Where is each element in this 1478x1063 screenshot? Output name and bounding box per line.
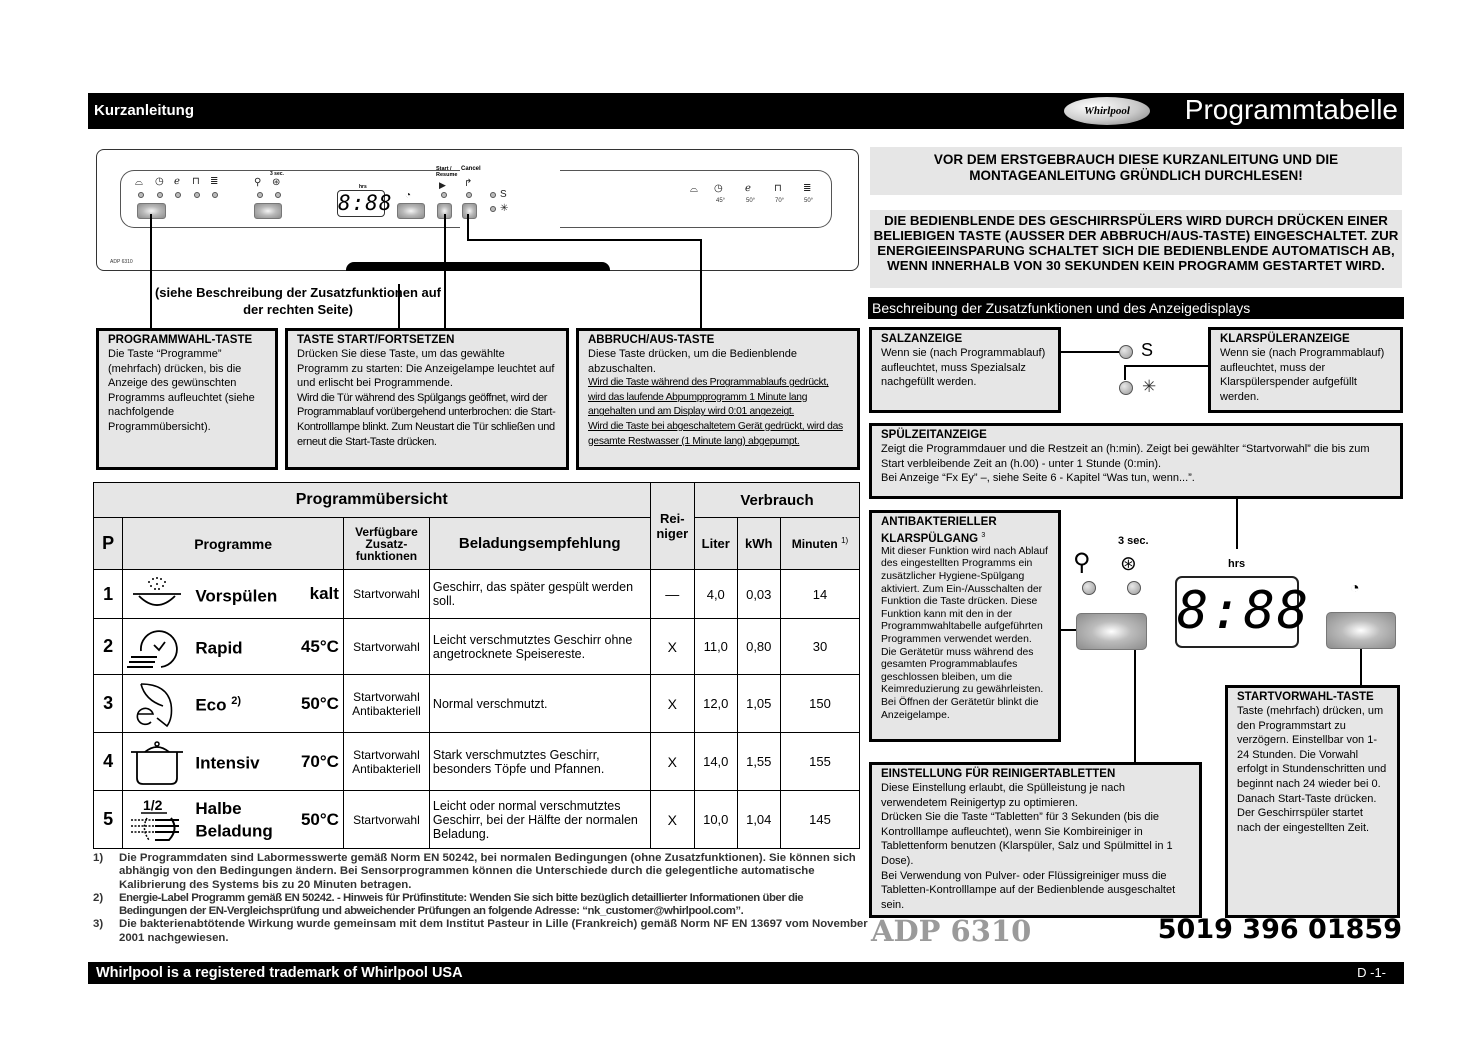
box-text: Diese Einstellung erlaubt, die Spülleistung je nach verwendetem Reinigertyp zu optimieren. bbox=[881, 782, 1125, 809]
box-underlined-2: Wird die Taste bei abgeschaltetem Gerät gedrückt, wird das gesamte Restwasser (1 Minute lang) abgepumpt. bbox=[588, 420, 843, 447]
footnote-text: Die bakterienabtötende Wirkung wurde gemeinsam mit dem Institut Pasteur in Lille (Frankreich) gemäß Norm NF EN 13697 vom November 2001 nachgewiesen. bbox=[119, 918, 868, 944]
header-liter: Liter bbox=[695, 518, 737, 570]
salt-indicator-box bbox=[869, 327, 1061, 413]
antibacterial-icon: ⚲ bbox=[1073, 549, 1091, 576]
prog-led-3 bbox=[175, 192, 181, 198]
panel-right-section bbox=[560, 170, 832, 228]
box-title: ABBRUCH/AUS-TASTE bbox=[588, 334, 715, 346]
duration-minutes: 155 bbox=[781, 733, 860, 791]
footnote-2 bbox=[93, 892, 868, 919]
temp-intensive: 70° bbox=[775, 198, 785, 204]
program-name-text: Vorspülen bbox=[195, 586, 278, 606]
connector-line bbox=[467, 214, 469, 241]
prewash-icon bbox=[127, 570, 187, 618]
program-name-text: Intensiv bbox=[195, 753, 260, 773]
available-options: Startvorwahl bbox=[343, 791, 429, 849]
antibacterial-led bbox=[257, 192, 263, 198]
trademark-text: Whirlpool is a registered trademark of Whirlpool USA bbox=[96, 965, 463, 981]
table-title: Programmübersicht bbox=[94, 483, 651, 518]
load-recommendation: Normal verschmutzt. bbox=[429, 675, 650, 733]
tablet-mini-icon: ⊛ bbox=[272, 177, 281, 188]
program-temperature: kalt bbox=[309, 584, 339, 603]
box-title: KLARSPÜLERANZEIGE bbox=[1220, 333, 1350, 345]
box-text-2: Bei Anzeige “Fx Ey” –, siehe Seite 6 - Kapitel “Was tun, wenn...”. bbox=[881, 472, 1195, 485]
rinse-aid-icon: ✳ bbox=[1142, 377, 1157, 396]
energy-kwh: 1,04 bbox=[737, 791, 781, 849]
program-cell bbox=[123, 791, 344, 849]
option-button-large[interactable] bbox=[1076, 613, 1147, 650]
panel-model-label: ADP 6310 bbox=[110, 259, 133, 265]
box-title: STARTVORWAHL-TASTE bbox=[1237, 691, 1374, 703]
footnote-number: 1) bbox=[93, 852, 104, 864]
tablet-icon: ⊛ bbox=[1120, 553, 1137, 575]
header-minuten bbox=[781, 518, 860, 570]
program-overview-table bbox=[93, 482, 860, 849]
program-number: 4 bbox=[94, 733, 123, 791]
rapid-mini-icon: ◷ bbox=[155, 176, 164, 187]
prewash-right-icon: ⌓ bbox=[690, 184, 698, 195]
minuten-label: Minuten bbox=[791, 537, 838, 551]
box-title: SPÜLZEITANZEIGE bbox=[881, 429, 987, 441]
three-sec-mini-label: 3 sec. bbox=[270, 171, 284, 177]
program-table-header bbox=[868, 93, 1404, 129]
box-text: Mit dieser Funktion wird nach Ablauf des eingestellten Programms ein zusätzlicher Hygiene-Spülgang aktiviert. Zum Ein-/Ausschalten der Funktion die Taste drücken. Diese Funktion kann mit den in der Programmwahltabelle aufgeführten Programmen verwendet werden. Die Gerätetür muss während des gesamten Programmablaufes geschlossen bleiben, um die Keimreduzierung zu gewährleisten. Bei Öffnen der Gerätetür blinkt die Anzeigelampe. bbox=[881, 545, 1048, 721]
logo-text: Whirlpool bbox=[1084, 105, 1130, 117]
load-recommendation: Stark verschmutztes Geschirr, besonders Töpfe und Pfannen. bbox=[429, 733, 650, 791]
quick-guide-title: Kurzanleitung bbox=[94, 102, 194, 119]
intensive-mini-icon: ⊓ bbox=[192, 176, 200, 187]
footnote-number: 3) bbox=[93, 918, 104, 931]
program-select-box bbox=[96, 328, 278, 470]
rinse-aid-indicator-box bbox=[1208, 327, 1403, 413]
table-row bbox=[94, 733, 860, 791]
detergent-flag: X bbox=[650, 619, 695, 675]
whirlpool-logo bbox=[1064, 97, 1150, 125]
cancel-arrow-icon: ↱ bbox=[464, 178, 473, 189]
delay-start-icon: ◔ bbox=[1350, 580, 1360, 597]
eco-icon bbox=[127, 680, 187, 728]
water-liters: 10,0 bbox=[695, 791, 737, 849]
tablet-led bbox=[275, 192, 281, 198]
panel-handle-bar bbox=[346, 262, 610, 271]
program-name bbox=[195, 799, 301, 841]
box-text-3: Bei Verwendung von Pulver- oder Flüssigreiniger muss die Tabletten-Kontrolllampe auf der Bedienblende ausgeschaltet sein. bbox=[881, 869, 1176, 911]
time-display-large: 8:88 bbox=[1175, 576, 1299, 648]
table-row bbox=[94, 619, 860, 675]
box-title: EINSTELLUNG FÜR REINIGERTABLETTEN bbox=[881, 768, 1116, 780]
salt-led-mini bbox=[490, 192, 496, 198]
footnote-text: Die Programmdaten sind Labormesswerte gemäß Norm EN 50242, bei normalen Bedingungen (ohne Zusatzfunktionen). Sie können sich abhängig von den Bedingungen ändern. Bei Sensorprogrammen können die Unterschiede durch die gelegentliche automatische Kalibrierung des Systems bis zu 20 Minuten betragen. bbox=[119, 852, 856, 891]
connector-line bbox=[700, 239, 702, 328]
program-number: 3 bbox=[94, 675, 123, 733]
box-text: Drücken Sie diese Taste, um das gewählte Programm zu starten: Die Anzeigelampe leuchtet auf und erlischt bei Programmende. bbox=[297, 348, 555, 390]
rapid-right-icon: ◷ bbox=[714, 183, 723, 194]
footnote-1 bbox=[93, 852, 868, 892]
energy-kwh: 1,05 bbox=[737, 675, 781, 733]
option-button[interactable] bbox=[254, 203, 282, 219]
salt-mini-icon: S bbox=[500, 189, 507, 200]
energy-kwh: 0,80 bbox=[737, 619, 781, 675]
program-temperature: 45°C bbox=[300, 636, 339, 656]
control-panel-info: DIE BEDIENBLENDE DES GESCHIRRSPÜLERS WIRD DURCH DRÜCKEN EINER BELIEBIGEN TASTE (AUSSER DER ABBRUCH/AUS-TASTE) EINGESCHALTET. ZUR ENERGIEEINSPARUNG SCHALTET SICH DIE BEDIENBLENDE AUTOMATISCH AB, WENN INNERHALB VON 30 SEKUNDEN KEIN PROGRAMM GESTARTET WIRD. bbox=[870, 210, 1402, 288]
box-underlined-1: Wird die Taste während des Programmablaufs gedrückt, wird das laufende Abpumpprogramm 1 Minute lang angehalten und am Display wird 0:01 angezeigt. bbox=[588, 377, 829, 418]
table-row bbox=[94, 570, 860, 619]
program-number: 1 bbox=[94, 570, 123, 619]
antibacterial-led-large bbox=[1082, 581, 1096, 595]
rinse-led-mini bbox=[490, 206, 496, 212]
delay-start-box bbox=[1225, 685, 1400, 918]
duration-minutes: 30 bbox=[781, 619, 860, 675]
header-reiniger: Rei-niger bbox=[650, 483, 695, 570]
table-row bbox=[94, 675, 860, 733]
cancel-label: Cancel bbox=[461, 166, 481, 172]
duration-minutes: 145 bbox=[781, 791, 860, 849]
page-number: D -1- bbox=[1357, 965, 1386, 980]
duration-minutes: 14 bbox=[781, 570, 860, 619]
program-cell bbox=[123, 570, 344, 619]
tablet-setting-box bbox=[869, 762, 1202, 918]
rapid-icon bbox=[127, 623, 187, 671]
footnotes bbox=[93, 852, 868, 945]
box-text-2: Drücken Sie die Taste “Tabletten” für 3 Sekunden (bis die Kontrolllampe aufleuchtet), wenn Sie Kombireiniger in Tablettenform benutzen (Klarspüler, Salz und Spülmittel in 1 Dose). bbox=[881, 811, 1173, 867]
tablet-led-large bbox=[1127, 581, 1141, 595]
header-programme: Programme bbox=[123, 518, 344, 570]
box-title: TASTE START/FORTSETZEN bbox=[297, 334, 455, 346]
salt-led bbox=[1119, 345, 1133, 359]
load-recommendation: Leicht oder normal verschmutztes Geschirr, bei der Hälfte der normalen Beladung. bbox=[429, 791, 650, 849]
delay-start-button[interactable] bbox=[397, 203, 425, 219]
box-text: Zeigt die Programmdauer und die Restzeit an (h:min). Zeigt bei gewählter “Startvorwahl” die bis zum Start verbleibende Zeit an (h.00) - unter 1 Stunde (0:min). bbox=[881, 443, 1370, 470]
temp-rapid: 45° bbox=[716, 198, 726, 204]
start-resume-box bbox=[285, 328, 569, 470]
energy-kwh: 0,03 bbox=[737, 570, 781, 619]
half-load-icon bbox=[127, 796, 187, 844]
prog-led-1 bbox=[138, 192, 144, 198]
program-table-title: Programmtabelle bbox=[1184, 94, 1398, 125]
wash-time-display-box bbox=[869, 423, 1403, 499]
connector-line bbox=[1061, 351, 1121, 353]
load-recommendation: Geschirr, das später gespült werden soll. bbox=[429, 570, 650, 619]
salt-icon: S bbox=[1141, 340, 1154, 360]
box-title: PROGRAMMWAHL-TASTE bbox=[108, 334, 253, 346]
connector-line bbox=[1236, 499, 1238, 549]
program-number: 5 bbox=[94, 791, 123, 849]
box-text-2: Wird die Tür während des Spülgangs geöffnet, wird der Programmablauf vorübergehend unterbrochen: die Start-Kontrolllampe blinkt. Zum Neustart die Tür schließen und erneut die Start-Taste drücken. bbox=[297, 391, 556, 448]
prog-led-4 bbox=[194, 192, 200, 198]
antibacterial-rinse-box bbox=[869, 510, 1061, 742]
water-liters: 14,0 bbox=[695, 733, 737, 791]
detergent-flag: X bbox=[650, 675, 695, 733]
header-verbrauch: Verbrauch bbox=[695, 483, 860, 518]
footnote-3 bbox=[93, 918, 868, 945]
program-name-text: Halbe Beladung bbox=[195, 798, 273, 841]
cancel-box bbox=[576, 328, 860, 470]
detergent-flag: X bbox=[650, 733, 695, 791]
hrs-mini-label: hrs bbox=[359, 184, 367, 190]
program-name bbox=[195, 635, 301, 658]
program-name bbox=[195, 692, 301, 715]
box-text: Taste (mehrfach) drücken, um den Programmstart zu verzögern. Einstellbar von 1-24 Stunden. Die Vorwahl erfolgt in Stundenschritten und beginnt nach 24 wieder bei 0. Danach Start-Taste drücken. Der Geschirrspüler startet nach der eingestellten Zeit. bbox=[1237, 705, 1387, 834]
header-beladung: Beladungsempfehlung bbox=[429, 518, 650, 570]
connector-line bbox=[1124, 366, 1126, 380]
available-options: Startvorwahl bbox=[343, 570, 429, 619]
model-number: ADP 6310 bbox=[871, 914, 1032, 948]
program-name bbox=[195, 750, 301, 773]
water-liters: 11,0 bbox=[695, 619, 737, 675]
duration-minutes: 150 bbox=[781, 675, 860, 733]
water-liters: 12,0 bbox=[695, 675, 737, 733]
box-text: Wenn sie (nach Programmablauf) aufleuchtet, muss Spezialsalz nachgefüllt werden. bbox=[881, 347, 1046, 389]
program-cell bbox=[123, 675, 344, 733]
prog-led-2 bbox=[157, 192, 163, 198]
box-text: Diese Taste drücken, um die Bedienblende abzuschalten. bbox=[588, 348, 797, 375]
half-load-right-icon: ≣ bbox=[803, 183, 812, 194]
footnote-ref: 3 bbox=[981, 532, 986, 539]
cancel-led bbox=[466, 192, 472, 198]
connector-line bbox=[1360, 649, 1362, 685]
rinse-aid-mini-icon: ✳ bbox=[500, 203, 509, 214]
start-led bbox=[441, 192, 447, 198]
temp-eco: 50° bbox=[746, 198, 756, 204]
water-liters: 4,0 bbox=[695, 570, 737, 619]
intensive-pot-icon bbox=[127, 738, 187, 786]
connector-line bbox=[1134, 650, 1136, 764]
detergent-flag: — bbox=[650, 570, 695, 619]
program-name-text: Eco bbox=[195, 695, 227, 715]
prog-led-5 bbox=[212, 192, 218, 198]
prewash-mini-icon: ⌓ bbox=[135, 177, 143, 188]
program-cell bbox=[123, 619, 344, 675]
box-text: Die Taste “Programme” (mehrfach) drücken, bis die Anzeige des gewünschten Programms aufleuchtet (siehe nachfolgende Programmübersicht). bbox=[108, 348, 255, 433]
connector-line bbox=[1124, 365, 1209, 367]
rinse-aid-led bbox=[1119, 381, 1133, 395]
program-number: 2 bbox=[94, 619, 123, 675]
table-row bbox=[94, 791, 860, 849]
box-title bbox=[881, 515, 1049, 546]
box-title: SALZANZEIGE bbox=[881, 333, 963, 345]
eco-mini-icon: ℯ bbox=[174, 176, 180, 187]
eco-right-icon: ℯ bbox=[745, 183, 751, 194]
program-temperature: 70°C bbox=[300, 751, 339, 771]
program-footnote-ref: 2) bbox=[231, 695, 242, 708]
temp-half-load: 50° bbox=[804, 198, 814, 204]
delay-start-button-large[interactable] bbox=[1326, 612, 1396, 649]
footnote-number: 2) bbox=[93, 891, 104, 904]
delay-start-mini-icon: ◔ bbox=[405, 190, 412, 201]
program-temperature: 50°C bbox=[300, 693, 339, 713]
available-options: Startvorwahl Antibakteriell bbox=[343, 733, 429, 791]
program-name-text: Rapid bbox=[195, 638, 243, 658]
header-p: P bbox=[94, 518, 123, 570]
minuten-footnote-ref: 1) bbox=[841, 536, 849, 545]
header-zusatz: Verfügbare Zusatz-funktionen bbox=[343, 518, 429, 570]
svg-text:1/2: 1/2 bbox=[143, 796, 163, 813]
product-code: 5019 396 01859 bbox=[1157, 914, 1402, 945]
available-options: Startvorwahl bbox=[343, 619, 429, 675]
footnote-text: Energie-Label Programm gemäß EN 50242. - Hinweis für Prüfinstitute: Wenden Sie sich bitte bezüglich detaillierter Informationen über die Bedingungen der EN-Vergleichsprüfung und abweichender Prüfungen an folgende Adresse: “nk_customer@whirlpool.com”. bbox=[119, 891, 804, 918]
first-use-warning: VOR DEM ERSTGEBRAUCH DIESE KURZANLEITUNG UND DIE MONTAGEANLEITUNG GRÜNDLICH DURCHLESEN! bbox=[870, 147, 1402, 195]
intensive-right-icon: ⊓ bbox=[774, 183, 782, 194]
additional-functions-note: (siehe Beschreibung der Zusatzfunktionen auf der rechten Seite) bbox=[154, 285, 442, 317]
available-options: Startvorwahl Antibakteriell bbox=[343, 675, 429, 733]
start-resume-label: Start / Resume bbox=[436, 166, 458, 178]
half-load-mini-icon: ≣ bbox=[210, 176, 219, 187]
three-sec-label: 3 sec. bbox=[1118, 535, 1149, 547]
play-icon: ▶ bbox=[439, 180, 446, 190]
panel-time-display: 8:88 bbox=[338, 191, 393, 215]
page-footer bbox=[88, 962, 1404, 984]
detergent-flag: X bbox=[650, 791, 695, 849]
program-name bbox=[195, 583, 309, 606]
hrs-label: hrs bbox=[1228, 558, 1246, 570]
connector-line bbox=[467, 239, 702, 241]
box-text: Wenn sie (nach Programmablauf) aufleuchtet, muss der Klarspülerspender aufgefüllt werden. bbox=[1220, 347, 1385, 403]
title-text: ANTIBAKTERIELLER KLARSPÜLGANG bbox=[881, 516, 997, 545]
antibacterial-mini-icon: ⚲ bbox=[254, 177, 262, 188]
program-cell bbox=[123, 733, 344, 791]
load-recommendation: Leicht verschmutztes Geschirr ohne angetrocknete Speisereste. bbox=[429, 619, 650, 675]
energy-kwh: 1,55 bbox=[737, 733, 781, 791]
quick-guide-header bbox=[88, 93, 868, 129]
cancel-button[interactable] bbox=[462, 203, 477, 219]
program-temperature: 50°C bbox=[300, 809, 339, 829]
functions-section-header: Beschreibung der Zusatzfunktionen und des Anzeigedisplays bbox=[868, 297, 1404, 319]
header-kwh: kWh bbox=[737, 518, 781, 570]
